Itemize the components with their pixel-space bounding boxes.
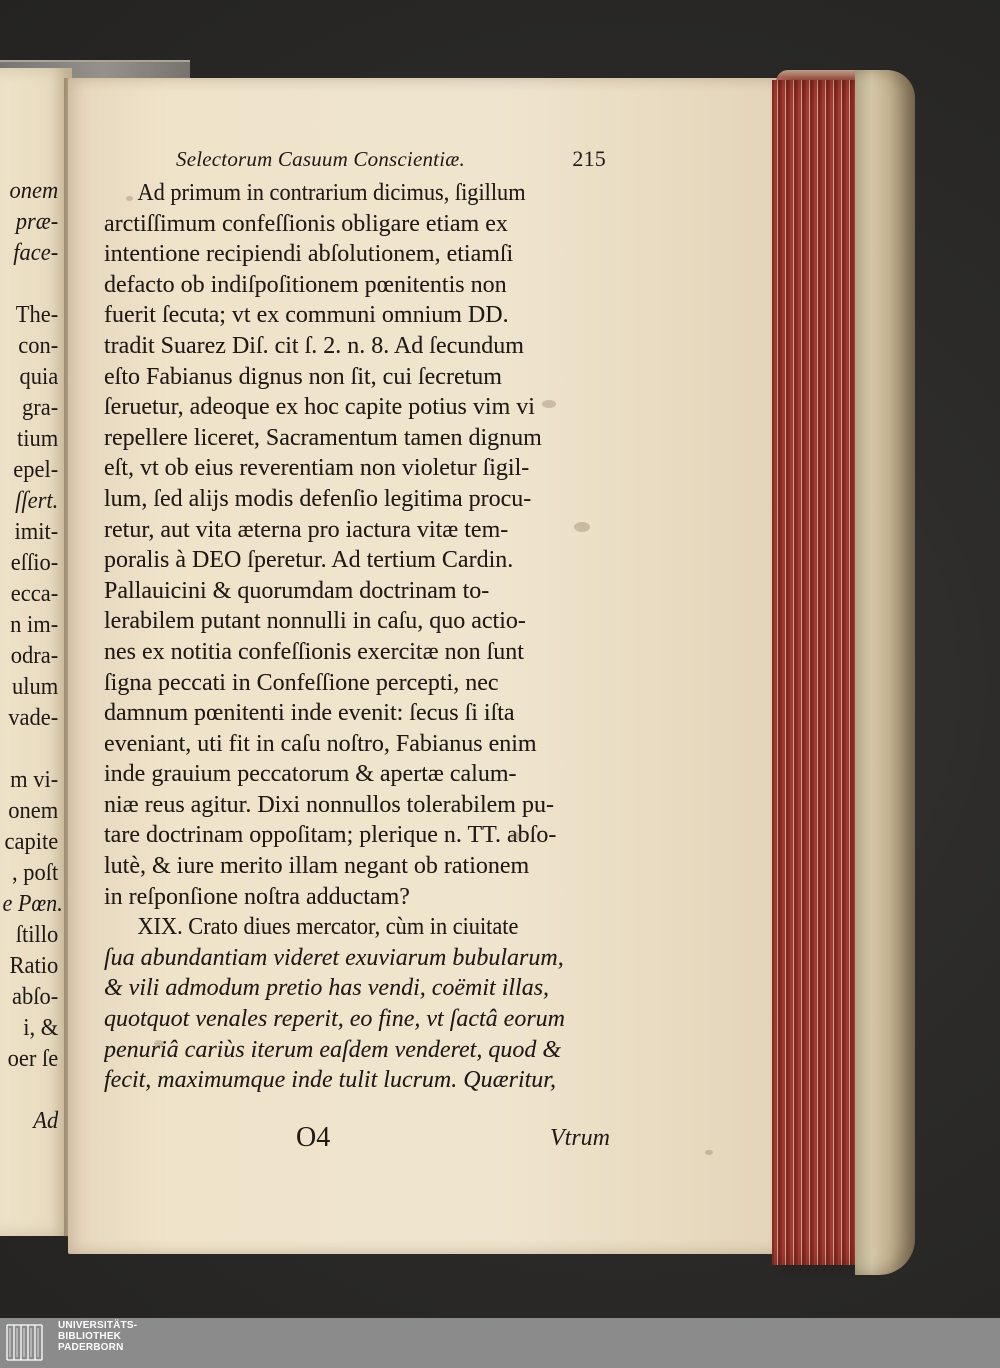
body-line: ſua abundantiam videret exuviarum bubularum,: [104, 944, 564, 971]
left-fragment-line: abſo-: [12, 984, 59, 1010]
body-line: tare doctrinam oppoſitam; plerique n. TT. abſo-: [104, 822, 557, 849]
body-line: arctiſſimum confeſſionis obligare etiam ex: [104, 210, 508, 237]
left-fragment-line: ecca-: [10, 581, 59, 607]
left-fragment-line: ulum: [11, 674, 59, 700]
body-line: inde grauium peccatorum & apertæ calum-: [104, 761, 517, 788]
body-line: intentione recipiendi abſolutionem, etiamſi: [104, 241, 514, 268]
left-fragment-line: quia: [19, 364, 59, 390]
left-fragment-line: onem: [9, 178, 59, 204]
left-fragment-line: ſtillo: [15, 922, 59, 948]
body-line: eveniant, uti fit in caſu noſtro, Fabianus enim: [104, 730, 537, 757]
left-fragment-line: præ-: [15, 209, 59, 235]
book-cover-edge: [855, 70, 915, 1275]
body-line: eſt, vt ob eius reverentiam non violetur ſigil-: [104, 455, 530, 482]
left-fragment-line: i, &: [23, 1015, 59, 1041]
left-fragment-line: imit-: [14, 519, 59, 545]
body-line: defacto ob indiſpoſitionem pœnitentis non: [104, 271, 507, 298]
body-line: niæ reus agitur. Dixi nonnullos tolerabilem pu-: [104, 791, 554, 818]
running-header: [176, 140, 606, 178]
library-name: [58, 1320, 137, 1353]
left-fragment-line: tium: [16, 426, 59, 452]
left-fragment-line: , poſt: [11, 860, 59, 886]
left-fragment-line: ſſert.: [15, 488, 59, 514]
body-line: penuriâ cariùs iterum eaſdem venderet, quod &: [104, 1036, 562, 1063]
library-name-line: BIBLIOTHEK: [58, 1331, 122, 1342]
body-line: ſeruetur, adeoque ex hoc capite potius vim vi: [104, 394, 535, 421]
body-line: Ad primum in contrarium dicimus, ſigillum: [137, 180, 526, 206]
left-fragment-line: The-: [15, 302, 59, 328]
section-start-line: XIX. Crato diues mercator, cùm in ciuitate: [137, 914, 519, 941]
paper-speck: [542, 400, 556, 408]
paper-speck: [574, 522, 590, 532]
body-line: ſigna peccati in Confeſſione percepti, nec: [104, 669, 499, 696]
body-line: in reſponſione noſtra adductam?: [104, 883, 410, 910]
body-line: fecit, maximumque inde tulit lucrum. Quæritur,: [104, 1067, 556, 1094]
paper-speck: [154, 1040, 164, 1047]
left-fragment-line: e Pœn.: [2, 891, 63, 917]
body-line: tradit Suarez Diſ. cit ſ. 2. n. 8. Ad ſecundum: [104, 332, 524, 359]
left-fragment-line: Ad: [33, 1108, 59, 1134]
left-fragment-line: con-: [18, 333, 59, 359]
body-line: lerabilem putant nonnulli in caſu, quo actio-: [104, 608, 526, 635]
paper-speck: [126, 196, 133, 201]
body-line: repellere liceret, Sacramentum tamen dignum: [104, 424, 542, 451]
left-fragment-line: n im-: [10, 612, 59, 638]
body-line: fuerit ſecuta; vt ex communi omnium DD.: [104, 302, 509, 329]
left-fragment-line: face-: [13, 240, 59, 266]
library-name-line: PADERBORN: [58, 1342, 124, 1353]
library-footer-band: [0, 1318, 1000, 1368]
left-fragment-line: Ratio: [9, 953, 59, 979]
left-fragment-line: onem: [8, 798, 59, 824]
left-fragment-line: odra-: [10, 643, 59, 669]
left-fragment-line: vade-: [8, 705, 59, 731]
left-fragment-line: oer ſe: [7, 1046, 59, 1072]
library-name-line: UNIVERSITÄTS-: [58, 1320, 138, 1331]
body-line: nes ex notitia confeſſionis exercitæ non ſunt: [104, 638, 524, 665]
left-fragment-line: gra-: [22, 395, 59, 421]
running-header-title: Selectorum Casuum Conscientiæ.: [176, 147, 465, 171]
left-fragment-line: epel-: [13, 457, 59, 483]
page-number: 215: [572, 146, 606, 171]
left-fragment-line: m vi-: [10, 767, 59, 793]
main-text-block: [104, 178, 618, 1096]
paper-speck: [510, 832, 521, 840]
catchword: Vtrum: [550, 1125, 610, 1151]
signature-mark: O4: [296, 1122, 331, 1153]
body-line: lutè, & iure merito illam negant ob rationem: [104, 853, 530, 880]
body-line: Pallauicini & quorumdam doctrinam to-: [104, 577, 490, 604]
body-line: quotquot venales reperit, eo fine, vt ſactâ eorum: [104, 1006, 566, 1033]
body-line: retur, aut vita æterna pro iactura vitæ tem-: [104, 516, 509, 543]
body-line: poralis à DEO ſperetur. Ad tertium Cardin.: [104, 547, 514, 574]
page-footer-catchword-row: [104, 1117, 610, 1159]
paper-speck: [705, 1150, 713, 1155]
body-line: lum, ſed alijs modis defenſio legitima procu-: [104, 485, 532, 512]
body-line: eſto Fabianus dignus non ſit, cui ſecretum: [104, 363, 502, 390]
left-page-text-fragments: [0, 176, 64, 1137]
body-line: & vili admodum pretio has vendi, coëmit illas,: [104, 975, 550, 1002]
left-fragment-line: capite: [4, 829, 59, 855]
body-line: damnum pœnitenti inde evenit: ſecus ſi iſta: [104, 700, 515, 727]
left-fragment-line: eſſio-: [10, 550, 59, 576]
